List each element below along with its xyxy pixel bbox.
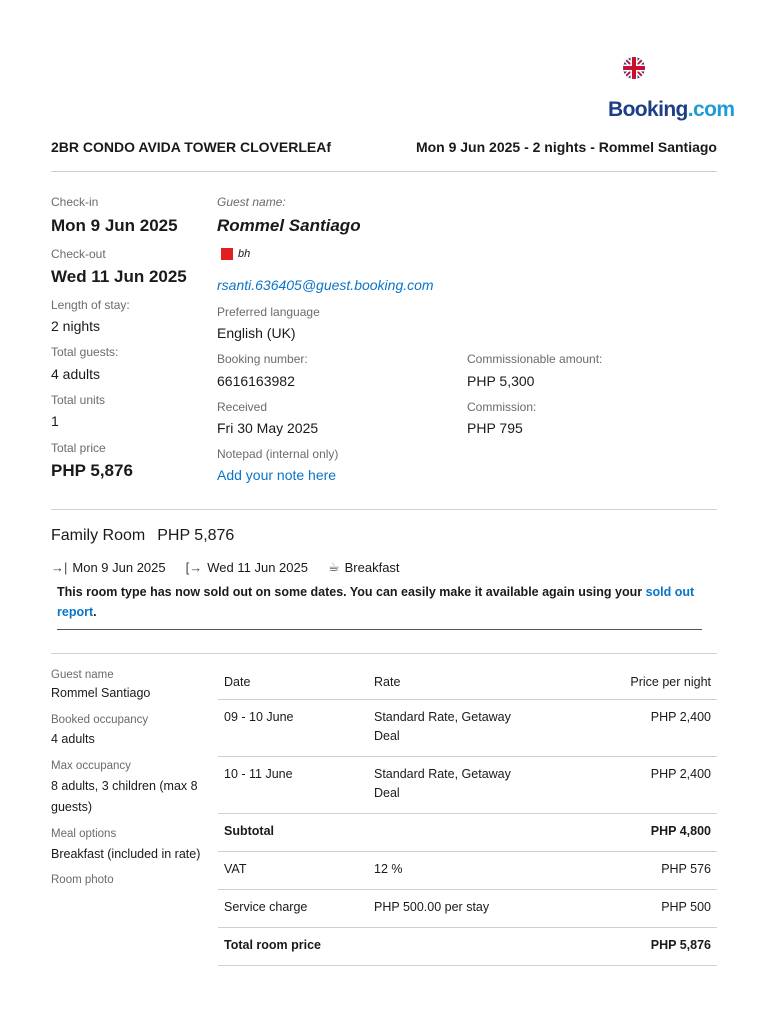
checkout-arrow-icon: [→ bbox=[185, 559, 203, 575]
length-value: 2 nights bbox=[51, 318, 101, 334]
notice-underline bbox=[57, 629, 702, 630]
meal-options-label: Meal options bbox=[51, 828, 117, 840]
commission-label: Commission: bbox=[467, 400, 537, 414]
booking-number-value: 6616163982 bbox=[217, 373, 295, 389]
booking-logo: Booking.com bbox=[608, 98, 735, 121]
units-label: Total units bbox=[51, 393, 106, 407]
booking-number-label: Booking number: bbox=[217, 352, 308, 366]
bahrain-flag-icon bbox=[221, 248, 233, 260]
service-charge-value: PHP 500 bbox=[538, 890, 717, 928]
service-charge-rate: PHP 500.00 per stay bbox=[368, 890, 538, 928]
add-note-link[interactable]: Add your note here bbox=[217, 467, 337, 483]
room-meal: Breakfast bbox=[344, 559, 400, 575]
vat-label: VAT bbox=[218, 852, 368, 890]
row-date: 09 - 10 June bbox=[218, 700, 368, 757]
total-price-label: Total price bbox=[51, 441, 106, 455]
booked-occupancy-value: 4 adults bbox=[51, 732, 95, 746]
room-checkin: Mon 9 Jun 2025 bbox=[72, 559, 166, 575]
subtotal-rate bbox=[368, 814, 538, 852]
units-value: 1 bbox=[51, 413, 59, 429]
received-label: Received bbox=[217, 400, 268, 414]
vat-rate: 12 % bbox=[368, 852, 538, 890]
row-rate: Standard Rate, Getaway Deal bbox=[368, 757, 538, 814]
room-price: PHP 5,876 bbox=[157, 527, 235, 544]
row-rate: Standard Rate, Getaway Deal bbox=[368, 700, 538, 757]
divider bbox=[51, 509, 717, 510]
room-dates-row bbox=[51, 559, 420, 575]
notepad-label: Notepad (internal only) bbox=[217, 447, 339, 461]
language-label: Preferred language bbox=[217, 305, 320, 319]
total-value: PHP 5,876 bbox=[538, 928, 717, 966]
max-occupancy-label: Max occupancy bbox=[51, 760, 131, 772]
commission-value: PHP 795 bbox=[467, 420, 523, 436]
sold-out-notice: This room type has now sold out on some dates. You can easily make it available again using your sold out report. bbox=[57, 585, 695, 619]
details-guest-name-label: Guest name bbox=[51, 669, 114, 681]
service-charge-row bbox=[218, 890, 717, 928]
received-value: Fri 30 May 2025 bbox=[217, 420, 319, 436]
subtotal-row bbox=[218, 814, 717, 852]
checkin-arrow-icon: →| bbox=[51, 559, 68, 575]
total-rate bbox=[368, 928, 538, 966]
divider bbox=[51, 171, 717, 172]
total-row bbox=[218, 928, 717, 966]
rates-table bbox=[218, 667, 717, 966]
total-price-value: PHP 5,876 bbox=[51, 461, 133, 480]
length-label: Length of stay: bbox=[51, 298, 130, 312]
subtotal-label: Subtotal bbox=[218, 814, 368, 852]
room-photo-label: Room photo bbox=[51, 874, 114, 886]
language-value: English (UK) bbox=[217, 325, 296, 341]
property-title: 2BR CONDO AVIDA TOWER CLOVERLEAf bbox=[51, 139, 332, 155]
checkout-label: Check-out bbox=[51, 247, 106, 261]
vat-row bbox=[218, 852, 717, 890]
uk-flag-icon[interactable] bbox=[622, 56, 646, 80]
table-header-row bbox=[218, 667, 717, 700]
checkin-label: Check-in bbox=[51, 195, 99, 209]
vat-value: PHP 576 bbox=[538, 852, 717, 890]
sold-out-report-link[interactable]: sold out report bbox=[57, 585, 695, 619]
meal-options-value: Breakfast (included in rate) bbox=[51, 847, 201, 861]
coffee-icon: ☕ bbox=[327, 559, 340, 574]
checkin-value: Mon 9 Jun 2025 bbox=[51, 216, 178, 235]
guest-name-label: Guest name: bbox=[217, 195, 286, 209]
guests-value: 4 adults bbox=[51, 366, 101, 382]
total-label: Total room price bbox=[218, 928, 368, 966]
guest-name-value: Rommel Santiago bbox=[217, 216, 361, 235]
rate-column-header: Rate bbox=[368, 667, 538, 700]
max-occupancy-value: 8 adults, 3 children (max 8 guests) bbox=[51, 779, 198, 814]
service-charge-label: Service charge bbox=[218, 890, 368, 928]
row-date: 10 - 11 June bbox=[218, 757, 368, 814]
divider bbox=[51, 653, 717, 654]
table-row bbox=[218, 757, 717, 814]
subtotal-value: PHP 4,800 bbox=[538, 814, 717, 852]
room-checkout: Wed 11 Jun 2025 bbox=[207, 559, 308, 575]
row-price: PHP 2,400 bbox=[538, 700, 717, 757]
price-column-header: Price per night bbox=[538, 667, 717, 700]
commissionable-label: Commissionable amount: bbox=[467, 352, 603, 366]
commissionable-value: PHP 5,300 bbox=[467, 373, 535, 389]
room-heading bbox=[51, 527, 234, 545]
details-guest-name-value: Rommel Santiago bbox=[51, 686, 151, 700]
booked-occupancy-label: Booked occupancy bbox=[51, 714, 149, 726]
checkout-value: Wed 11 Jun 2025 bbox=[51, 267, 187, 286]
row-price: PHP 2,400 bbox=[538, 757, 717, 814]
table-row bbox=[218, 700, 717, 757]
country-code: bh bbox=[238, 248, 251, 260]
guests-label: Total guests: bbox=[51, 345, 119, 359]
date-column-header: Date bbox=[218, 667, 368, 700]
booking-summary: Mon 9 Jun 2025 - 2 nights - Rommel Santiago bbox=[415, 139, 717, 155]
guest-email-link[interactable]: rsanti.636405@guest.booking.com bbox=[217, 277, 434, 293]
room-name: Family Room bbox=[51, 527, 146, 544]
